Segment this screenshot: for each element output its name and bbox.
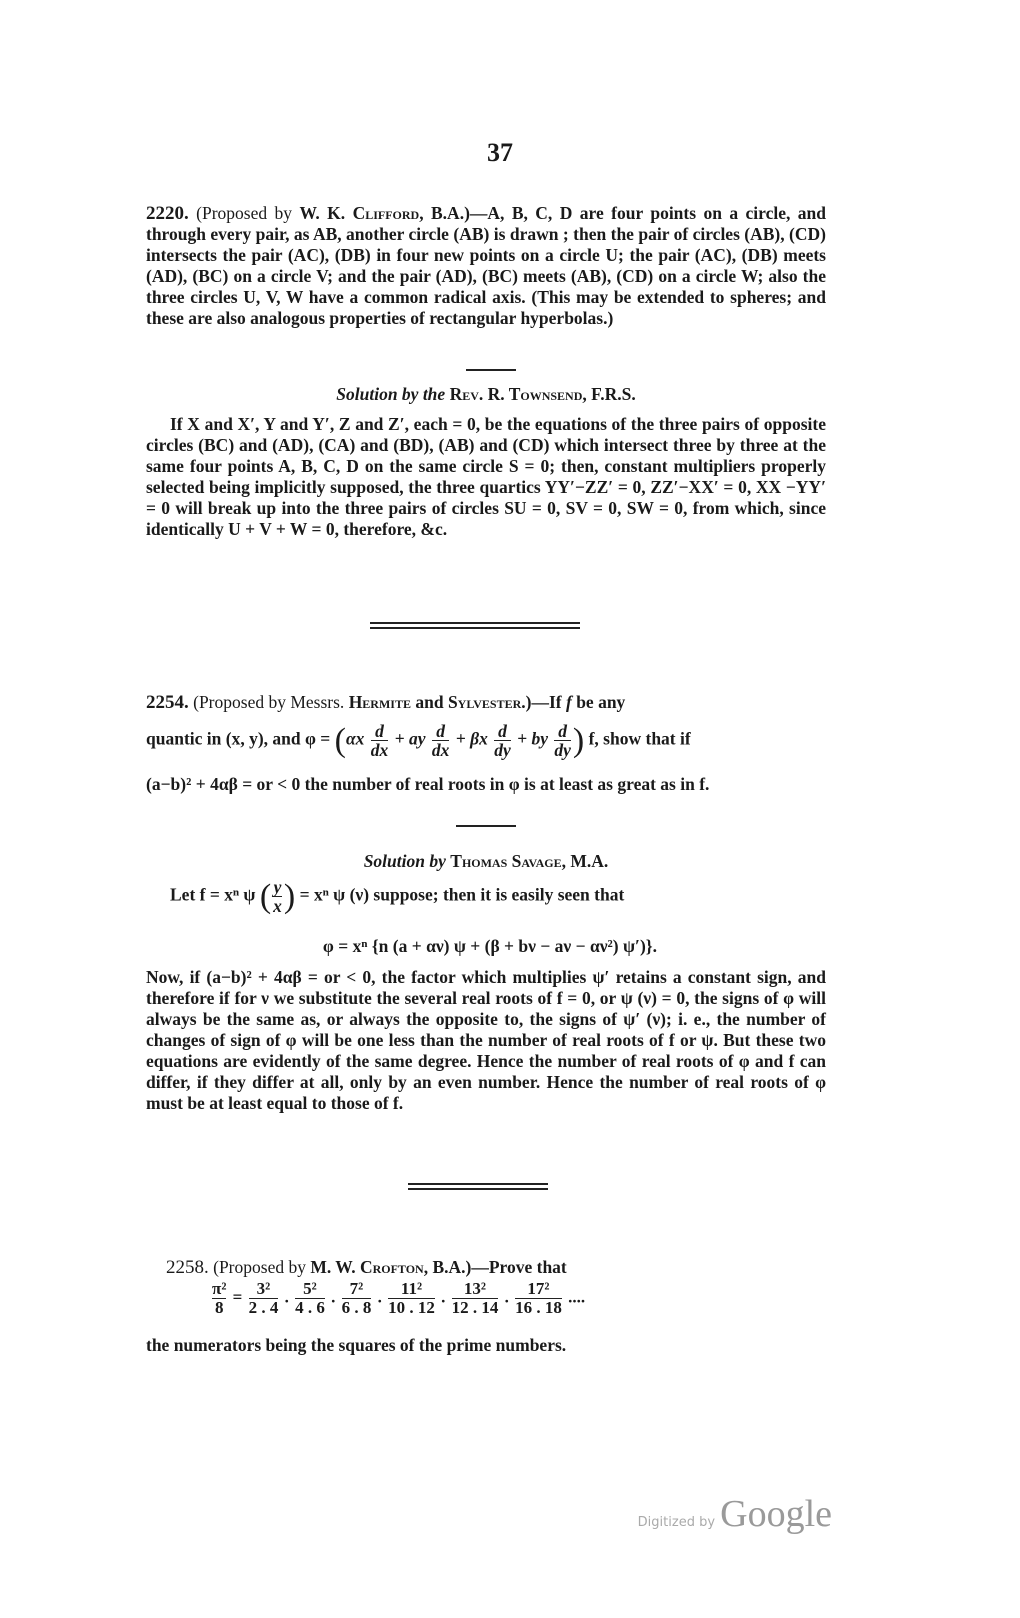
formula-phi: φ = xⁿ {n (a + αν) ψ + (β + bν − aν − αν²) ψ′)}. <box>322 936 658 956</box>
product-formula: $\frac{\text{π²}}{8}$ = $\frac{\text{3²}}{2 . 4}$ . $\frac{\text{5²}}{4 . 6}$ . $\frac{\text{7²}}{6 . 8}$ . $\frac{\text{11²}}{10 . 12}$ . $\frac{\text{13²}}{12 . 14}$ . $\frac{\text{17²}}{16 . 18}$ .... <box>212 1279 586 1317</box>
divider <box>456 825 516 827</box>
solution-2254: Now, if (a−b)² + 4αβ = or < 0, the factor which multiplies ψ′ retains a constant sign, and therefore if for ν we substitute the several real roots of f = 0, or ψ (ν) = 0, the signs of φ will always be the same as, or always the opposite to, the signs of ψ′ (ν); i. e., the number of changes of sign of φ will be one less than the number of real roots of f or ψ. But these two equations are evidently of the same degree. Hence the number of real roots of φ and f can differ, if they differ at all, only by an even number. Hence the number of real roots of φ must be at least equal to those of f. <box>146 967 826 1113</box>
solution-heading: Solution by the Rev. R. Townsend, F.R.S. <box>336 384 636 404</box>
solution-heading: Solution by Thomas Savage, M.A. <box>363 851 609 871</box>
divider <box>466 369 516 371</box>
problem-number: 2220. <box>146 203 189 224</box>
proposer: W. K. Clifford <box>299 203 420 223</box>
problem-2254-statement: 2254. (Proposed by Messrs. Hermite and Sylvester.)—If f be any <box>146 692 626 713</box>
page-number: 37 <box>487 138 513 167</box>
problem-2258-conclusion: the numerators being the squares of the prime numbers. <box>146 1335 567 1355</box>
section-divider <box>408 1183 548 1190</box>
problem-2258-statement: 2258. (Proposed by M. W. Crofton, B.A.)—Prove that <box>166 1257 567 1278</box>
problem-2254-condition: (a−b)² + 4αβ = or < 0 the number of real roots in φ is at least as great as in f. <box>146 774 710 794</box>
google-watermark: Digitized by Google <box>637 1493 832 1535</box>
google-logo: Google <box>720 1493 832 1535</box>
problem-2254-operator: quantic in (x, y), and φ = (αx $\frac{d}{dx}$ + ay $\frac{d}{dx}$ + βx $\frac{d}{dy}$ + by $\frac{d}{dy}$ ) f, show that if <box>146 721 691 760</box>
section-divider <box>370 622 580 629</box>
problem-2220-statement: 2220. (Proposed by W. K. Clifford, B.A.)—A, B, C, D are four points on a circle, and through every pair, as AB, another circle (AB) is drawn ; then the pair of circles (AB), (CD) intersects the pair (AC), (DB) in four new points on a circle U; the pair (AC), (DB) meets (AD), (BC) on a circle V; and the pair (AD), (BC) meets (AB), (CD) on a circle W; also the three circles U, V, W have a common radical axis. (This may be extended to spheres; and these are also analogous properties of rectangular hyperbolas.) <box>146 203 827 328</box>
solution-2220: If X and X′, Y and Y′, Z and Z′, each = 0, be the equations of the three pairs of opposite circles (BC) and (AD), (CA) and (BD), (AB) and (CD) which intersect three by three at the same four points A, B, C, D on the same circle S = 0; then, constant multipliers properly selected being implicitly supposed, the three quartics YY′−ZZ′ = 0, ZZ′−XX′ = 0, XX −YY′ = 0 will break up into the three pairs of circles SU = 0, SV = 0, SW = 0, from which, since identically U + V + W = 0, therefore, &c. <box>146 414 826 539</box>
solution-let-line: Let f = xⁿ ψ ( $\frac{y}{x}$ ) = xⁿ ψ (ν) suppose; then it is easily seen that <box>170 877 625 916</box>
